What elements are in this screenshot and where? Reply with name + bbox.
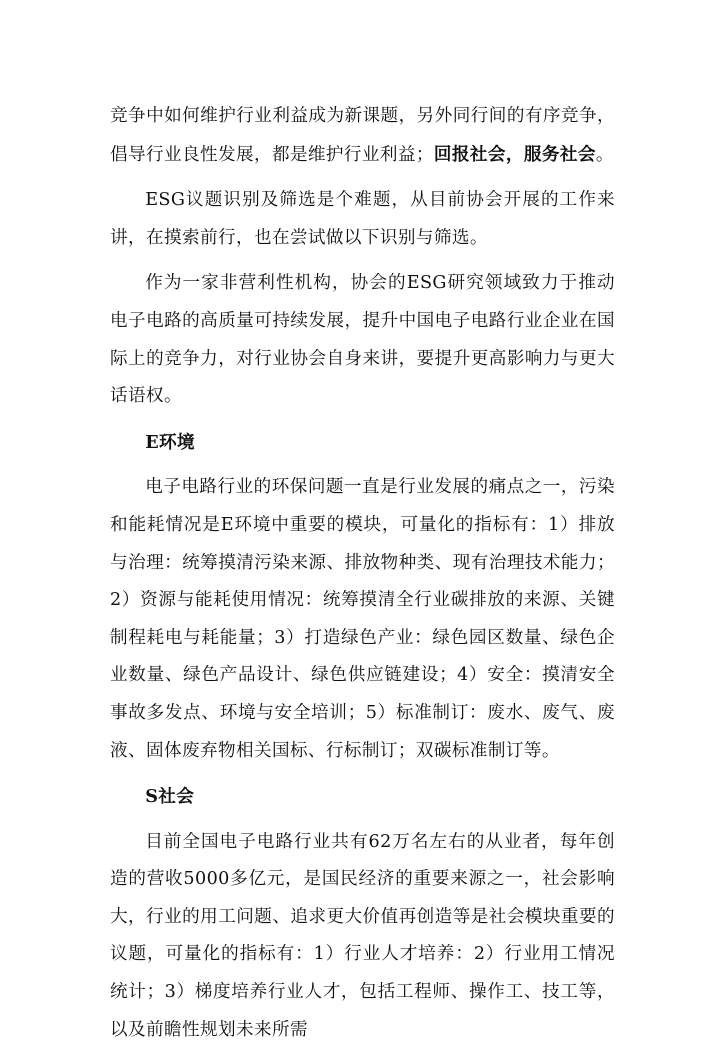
paragraph-end: 。 xyxy=(595,144,614,165)
paragraph-nonprofit: 作为一家非营利性机构，协会的ESG研究领域致力于推动电子电路的高质量可持续发展，提升中国电子电路行业企业在国际上的竞争力，对行业协会自身来讲，要提升更高影响力与更大话语权。 xyxy=(110,273,615,407)
bold-phrase: 回报社会，服务社会 xyxy=(433,143,596,165)
paragraph-environment: 电子电路行业的环保问题一直是行业发展的痛点之一，污染和能耗情况是E环境中重要的模块，可量化的指标有：1）排放与治理：统筹摸清污染来源、排放物种类、现有治理技术能力；2）资源与能耗使用情况：统筹摸清全行业碳排放的来源、关键制程耗电与耗能量；3）打造绿色产业：绿色园区数量、绿色企业数量、绿色产品设计、绿色供应链建设；4）安全：摸清安全事故多发点、环境与安全培训；5）标准制订：废水、废气、废液、固体废弃物相关国标、行标制订；双碳标准制订等。 xyxy=(110,477,615,761)
paragraph-industry-interest xyxy=(110,98,615,174)
paragraph-esg-identification: ESG议题识别及筛选是个难题，从目前协会开展的工作来讲，在摸索前行，也在尝试做以下识别与筛选。 xyxy=(110,190,615,248)
document-page xyxy=(110,98,615,1057)
paragraph-social: 目前全国电子电路行业共有62万名左右的从业者，每年创造的营收5000多亿元，是国民经济的重要来源之一，社会影响大，行业的用工问题、追求更大价值再创造等是社会模块重要的议题，可量化的指标有：1）行业人才培养：2）行业用工情况统计；3）梯度培养行业人才，包括工程师、操作工、技工等，以及前瞻性规划未来所需 xyxy=(110,831,615,1040)
paragraph-text: 竞争中如何维护行业利益成为新课题，另外同行间的有序竞争，倡导行业良性发展，都是维护行业利益； xyxy=(110,106,615,165)
heading-social: S社会 xyxy=(145,786,195,808)
heading-environment: E环境 xyxy=(145,431,195,453)
